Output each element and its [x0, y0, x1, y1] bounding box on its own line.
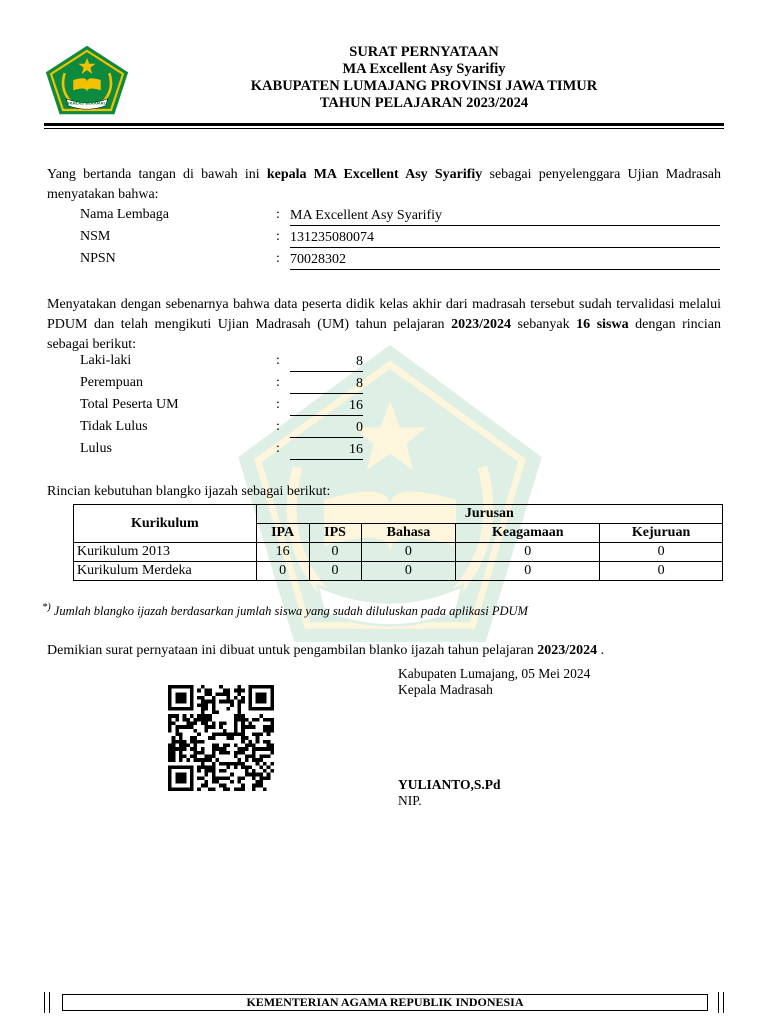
signature-position: Kepala Madrasah [398, 682, 493, 697]
statement-text-2: sebanyak [511, 317, 577, 332]
footer-bar-left [44, 992, 50, 1013]
rincian-title: Rincian kebutuhan blangko ijazah sebagai berikut: [47, 484, 331, 499]
footnote [42, 602, 528, 619]
table-row-name: Kurikulum 2013 [74, 543, 257, 562]
statement-text-1: Menyatakan dengan sebenarnya bahwa data peserta didik kelas akhir dari madrasah tersebut sudah tervalidasi melalui PDUM dan telah mengikuti Ujian Madrasah (UM) tahun pelajaran [47, 297, 721, 332]
identity-label-nama: Nama Lembaga [80, 207, 170, 222]
table-cell: 0 [361, 543, 456, 562]
table-header-row [74, 505, 723, 524]
identity-label-npsn: NPSN [80, 251, 116, 266]
colon: : [276, 207, 280, 222]
count-label-total: Total Peserta UM [80, 397, 179, 412]
table-col-header: Keagamaan [456, 524, 600, 543]
header-school: MA Excellent Asy Syarifiy [342, 61, 506, 77]
table-cell: 0 [456, 562, 600, 581]
identity-label-nsm: NSM [80, 229, 111, 244]
logo-ribbon-text: IKHLAS BERAMAL [68, 100, 106, 106]
signature-place-date: Kabupaten Lumajang, 05 Mei 2024 [398, 666, 591, 681]
table-row [74, 562, 723, 581]
colon: : [276, 397, 280, 412]
signature-name: YULIANTO,S.Pd [398, 777, 501, 792]
colon: : [276, 229, 280, 244]
header-rule-thick [44, 123, 724, 126]
colon: : [276, 419, 280, 434]
count-label-laki: Laki-laki [80, 353, 132, 368]
count-value-tidak-lulus: 0 [290, 419, 363, 438]
count-value-laki: 8 [290, 353, 363, 372]
table-cell: 0 [361, 562, 456, 581]
table-col-header: Kejuruan [600, 524, 723, 543]
intro-text-1: Yang bertanda tangan di bawah ini [47, 167, 267, 182]
identity-value-nama: MA Excellent Asy Syarifiy [290, 207, 720, 226]
count-label-tidak-lulus: Tidak Lulus [80, 419, 148, 434]
identity-value-nsm: 131235080074 [290, 229, 720, 248]
colon: : [276, 375, 280, 390]
footer-bar-right [718, 992, 724, 1013]
table-cell: 0 [256, 562, 309, 581]
statement-year: 2023/2024 [451, 317, 511, 332]
intro-paragraph [47, 165, 721, 205]
closing-year: 2023/2024 [537, 643, 598, 658]
table-row [74, 543, 723, 562]
table-cell: 0 [309, 562, 361, 581]
colon: : [276, 353, 280, 368]
table-cell: 0 [600, 562, 723, 581]
table-cell: 0 [600, 543, 723, 562]
count-value-total: 16 [290, 397, 363, 416]
footer-banner: KEMENTERIAN AGAMA REPUBLIK INDONESIA [62, 994, 708, 1011]
identity-value-npsn: 70028302 [290, 251, 720, 270]
qr-code [165, 685, 277, 791]
table-cell: 16 [256, 543, 309, 562]
statement-text-3: dengan rincian sebagai berikut: [47, 317, 721, 352]
header-region: KABUPATEN LUMAJANG PROVINSI JAWA TIMUR [250, 78, 598, 94]
colon: : [276, 441, 280, 456]
header-rule-thin [44, 128, 724, 129]
signature-nip: NIP. [398, 793, 422, 808]
table-cell: 0 [309, 543, 361, 562]
statement-count: 16 siswa [576, 317, 629, 332]
table-header-jurusan: Jurusan [256, 505, 722, 524]
ijazah-table [73, 504, 723, 581]
footnote-marker: *) [42, 602, 51, 613]
footnote-text: Jumlah blangko ijazah berdasarkan jumlah siswa yang sudah diluluskan pada aplikasi PDUM [50, 604, 528, 619]
kemenag-logo [44, 44, 130, 116]
table-col-header: IPS [309, 524, 361, 543]
statement-paragraph [47, 295, 721, 355]
closing-end: . [597, 643, 605, 658]
count-value-perempuan: 8 [290, 375, 363, 394]
intro-bold-text: kepala MA Excellent Asy Syarifiy [266, 167, 483, 182]
table-col-header: Bahasa [361, 524, 456, 543]
table-header-kurikulum: Kurikulum [74, 505, 257, 543]
intro-text-2: sebagai penyelenggara Ujian Madrasah menyatakan bahwa: [47, 167, 722, 202]
count-label-lulus: Lulus [80, 441, 112, 456]
count-label-perempuan: Perempuan [80, 375, 143, 390]
header-year: TAHUN PELAJARAN 2023/2024 [319, 95, 529, 111]
closing-text: Demikian surat pernyataan ini dibuat untuk pengambilan blanko ijazah tahun pelajaran [47, 643, 538, 658]
colon: : [276, 251, 280, 266]
closing-paragraph [47, 643, 604, 659]
table-col-header: IPA [256, 524, 309, 543]
header-title: SURAT PERNYATAAN [349, 44, 499, 60]
table-cell: 0 [456, 543, 600, 562]
table-row-name: Kurikulum Merdeka [74, 562, 257, 581]
count-value-lulus: 16 [290, 441, 363, 460]
